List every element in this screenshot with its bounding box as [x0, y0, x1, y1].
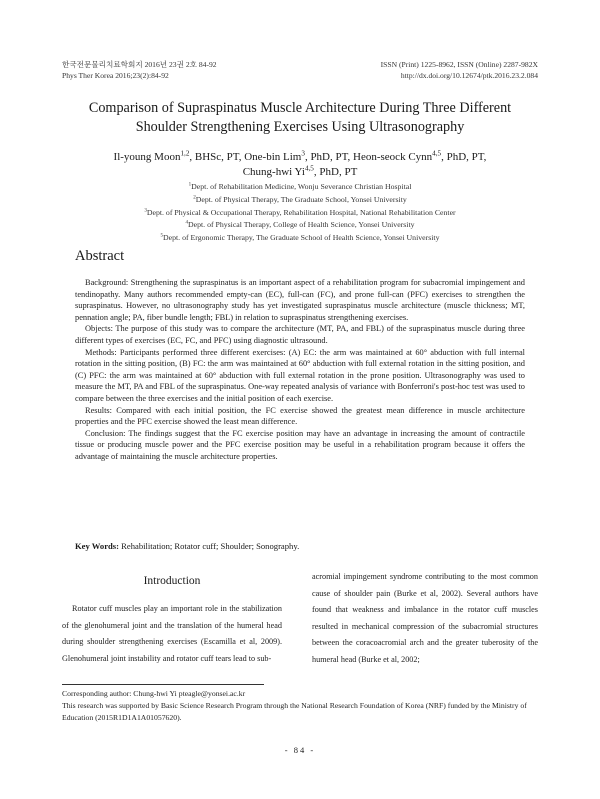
intro-paragraph: Rotator cuff muscles play an important role in the stabilization of the glenohumeral joint and the translation of the humeral head during shoulder strengthening exercises (Escamilla et al, 2009). Glenohumeral joint instability and rotator cuff tears lead to sub-: [62, 604, 282, 663]
intro-right-column: [312, 569, 538, 668]
author-list: [40, 150, 560, 179]
keywords-label: Key Words:: [75, 541, 120, 551]
author-affil-sup: 4,5: [432, 149, 442, 158]
affiliation-item: [40, 207, 560, 220]
affiliation-item: [40, 232, 560, 245]
journal-citation-korean: 한국전문물리치료학회지 2016년 23권 2호 84-92: [62, 60, 217, 69]
abstract-results: Results: Compared with each initial position, the FC exercise showed the greatest mean difference in muscle architecture properties and the PFC exercise showed the least mean difference.: [75, 405, 525, 427]
affiliations: [40, 181, 560, 245]
author-name: One-bin Lim: [244, 151, 302, 163]
affiliation-sup: 2: [193, 194, 196, 201]
abstract-methods: Methods: Participants performed three different exercises: (A) EC: the arm was maintained at 60° abduction with full internal rotation in the sitting position, (B) FC: the arm was maintained at 60° abduction with full external rotation in the sitting position, and (C) PFC: the arm was maintained at 60° abduction with full external rotation in the prone position. Ultrasonography was used to measure the MT, PA and FBL of the supraspinatus. One-way repeated analysis of variance with Bonferroni's post-hoc test was used to compare between the three exercises and the initial position of each exercise.: [75, 347, 525, 403]
affiliation-sup: 5: [160, 232, 164, 239]
affiliation-item: [40, 194, 560, 207]
abstract-conclusion: Conclusion: The findings suggest that the FC exercise position may have an advantage in increasing the amount of contractile tissue or producing muscle power and the PFC exercise position may be useful in a rehabilitation program because it offers the advantage of maintaining the muscle architecture properties.: [75, 428, 525, 461]
author-degree: , PhD, PT,: [304, 151, 354, 163]
journal-header-left: [62, 59, 217, 81]
paper-title: [40, 99, 560, 137]
author-name: Heon-seock Cynn: [353, 151, 433, 163]
intro-paragraph-continued: acromial impingement syndrome contributing to the most common cause of shoulder pain (Burke et al, 2002). Several authors have found that weakness and imbalance in the rotator cuff muscles resulted in mechanical compression of the subacromial structures between the coracoacromial arch and the greater tuberosity of the humeral head (Burke et al, 2002;: [312, 572, 538, 664]
footnotes: [62, 688, 538, 724]
doi-link[interactable]: http://dx.doi.org/10.12674/ptk.2016.23.2.084: [400, 71, 538, 80]
intro-left-column: [62, 601, 282, 667]
affiliation-text: Dept. of Physical Therapy, College of Health Science, Yonsei University: [188, 220, 415, 230]
affiliation-text: Dept. of Physical Therapy, The Graduate School, Yonsei University: [195, 194, 407, 204]
author-degree: , PhD, PT,: [441, 151, 487, 163]
affiliation-text: Dept. of Rehabilitation Medicine, Wonju Severance Christian Hospital: [191, 182, 412, 191]
affiliation-sup: 3: [144, 207, 147, 213]
affiliation-sup: 1: [188, 181, 192, 188]
author-degree: , BHSc, PT,: [189, 151, 245, 163]
funding-note: This research was supported by Basic Science Research Program through the National Research Foundation of Korea (NRF) funded by the Ministry of Education (2015R1D1A1A01057620).: [62, 701, 527, 722]
keywords: [75, 540, 525, 552]
footnote-divider: [62, 684, 264, 685]
introduction-heading: Introduction: [143, 575, 201, 587]
issn: ISSN (Print) 1225-8962, ISSN (Online) 2287-982X: [380, 60, 538, 69]
abstract-background: Background: Strengthening the supraspinatus is an important aspect of a rehabilitation program for subacromial impingement and tendinopathy. Many authors recommended empty-can (EC), full-can (FC), and prone full-can (PFC) exercises to strengthen the supraspinatus. However, no ultrasonography study has yet investigated supraspinatus muscle architecture (muscle thickness; MT, pennation angle; PA, fiber bundle length; FBL) in relation to supraspinatus strengthening exercises.: [75, 278, 525, 322]
affiliation-sup: 4: [185, 219, 189, 226]
journal-header-right: [381, 59, 538, 81]
author-name: Il-young Moon: [113, 151, 181, 163]
abstract-body: [75, 277, 525, 463]
abstract-heading: Abstract: [75, 248, 125, 264]
title-line-2: Shoulder Strengthening Exercises Using Ultrasonography: [135, 119, 465, 135]
affiliation-item: [40, 181, 560, 194]
page-number: - 84 -: [284, 745, 316, 755]
author-affil-sup: 4,5: [304, 163, 314, 172]
author-name: Chung-hwi Yi: [242, 165, 305, 178]
affiliation-text: Dept. of Physical & Occupational Therapy, Rehabilitation Hospital, National Rehabilitation Center: [146, 207, 456, 217]
affiliation-item: [40, 219, 560, 232]
corresponding-author: Corresponding author: Chung-hwi Yi pteagle@yonsei.ac.kr: [62, 689, 246, 698]
author-affil-sup: 3: [301, 149, 305, 158]
journal-citation-english: Phys Ther Korea 2016;23(2):84-92: [62, 71, 169, 80]
title-line-1: Comparison of Supraspinatus Muscle Architecture During Three Different: [88, 100, 512, 116]
author-affil-sup: 1,2: [180, 149, 190, 158]
keywords-text: Rehabilitation; Rotator cuff; Shoulder; Sonography.: [121, 541, 300, 551]
affiliation-text: Dept. of Ergonomic Therapy, The Graduate School of Health Science, Yonsei University: [163, 233, 440, 243]
abstract-objects: Objects: The purpose of this study was to compare the architecture (MT, PA, and FBL) of the supraspinatus muscle during three different types of exercises (EC, FC, and PFC) using diagnostic ultrasound.: [75, 324, 525, 345]
author-degree: , PhD, PT: [313, 165, 358, 178]
